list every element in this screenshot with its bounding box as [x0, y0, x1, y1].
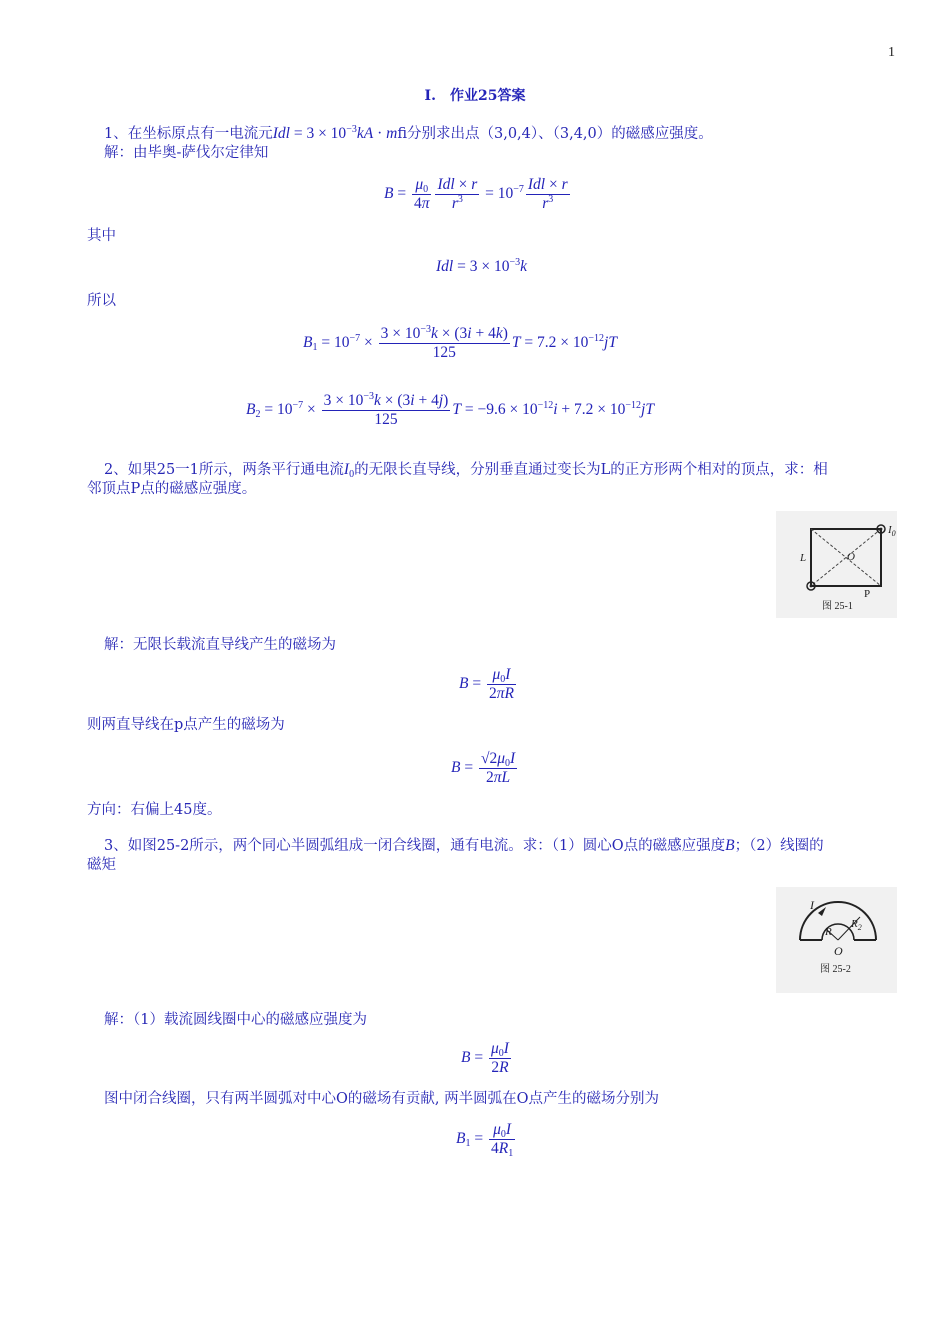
- svg-text:O: O: [847, 551, 855, 563]
- q2-current: $I_0$: [343, 461, 355, 480]
- q2-prefix: 2、如果25一1所示，两条平行通电流: [104, 462, 344, 478]
- q3-b-vector: B: [725, 837, 735, 854]
- q2-statement: [104, 461, 828, 479]
- svg-text:R: R: [825, 926, 832, 938]
- q1-where: 其中: [87, 228, 116, 244]
- eq-point-p: B = $\frac{√2\mu_0I}{2\pi L}$: [451, 750, 516, 786]
- q3-closed-loop: 图中闭合线圈，只有两半圆弧对中心O的磁场有贡献, 两半圆弧在O点产生的磁场分别为: [104, 1091, 659, 1107]
- eq-loop-center: B = $\frac{\mu_0I}{2R}$: [461, 1040, 509, 1076]
- page-number: 1: [888, 45, 895, 60]
- page-title: [0, 85, 950, 105]
- section-number: I.: [424, 88, 436, 104]
- q2-statement-line2: 邻顶点P点的磁感应强度。: [87, 481, 257, 497]
- eq-b1: $B_1 = 10^{-7}$ × $\frac{3 \times 10^{-3}k \times (3i + 4k)}{125}$ $T = 7.2 \times 10^{-12}jT$: [303, 324, 617, 361]
- svg-text:R2: $R_2$: [851, 918, 862, 932]
- title-text: 作业25答案: [449, 88, 526, 104]
- q2-solution-intro: 解：无限长载流直导线产生的磁场为: [104, 637, 336, 653]
- q3-solution-intro: 解：（1）载流圆线圈中心的磁感应强度为: [104, 1012, 367, 1028]
- svg-text:O: O: [834, 944, 843, 958]
- q3-line1-end: ；（2）线圈的: [734, 838, 824, 854]
- svg-text:L: L: [800, 552, 807, 564]
- svg-text:I0: $I_0$: [888, 524, 896, 538]
- q1-so: 所以: [87, 293, 116, 309]
- figure-25-2: [776, 887, 897, 993]
- q2-suffix: 的无限长直导线，分别垂直通过变长为L的正方形两个相对的顶点，求：相: [354, 462, 828, 478]
- q3-statement: [104, 837, 824, 855]
- q2-direction: 方向：右偏上45度。: [87, 802, 222, 818]
- svg-text:图 25-2: 图 25-2: [820, 964, 851, 975]
- figure-25-2-drawing: [776, 887, 897, 993]
- q1-prefix: 1、在坐标原点有一电流元: [104, 126, 273, 142]
- q2-then: 则两直导线在p点产生的磁场为: [87, 717, 285, 733]
- svg-text:图 25-1: 图 25-1: [822, 601, 853, 612]
- q1-solution-intro: 解：由毕奥-萨伐尔定律知: [104, 145, 269, 161]
- q3-statement-line2: 磁矩: [87, 857, 116, 873]
- eq-infinite-wire: B = $\frac{\mu_0I}{2\pi R}$: [459, 666, 514, 702]
- svg-text:P: P: [864, 588, 871, 600]
- q3-line1: 3、如图25-2所示，两个同心半圆弧组成一闭合线圈，通有电流。求：（1）圆心O点的磁感应强度: [104, 838, 726, 854]
- svg-text:I: I: [810, 898, 814, 912]
- figure-25-1: [776, 511, 897, 618]
- eq-current-element: Idl = $3 \times 10^{-3}k$: [436, 257, 527, 275]
- eq-b1-arc: $B_1$ = $\frac{\mu_0I}{4R_1}$: [456, 1121, 514, 1159]
- q1-suffix: fi分别求出点（3,0,4）、（3,4,0）的磁感应强度。: [397, 126, 713, 142]
- q1-current-element: Idl = $3 \times 10^{-3}kA \cdot m$: [272, 124, 398, 142]
- eq-biot-savart: B = $\frac{\mu_0}{4\pi}$ $\frac{\text{Idl × r}}{r^3}$ = $10^{-7}$ $\frac{\text{Idl × r}}{r^3}$: [384, 176, 568, 212]
- figure-25-1-drawing: [776, 511, 897, 618]
- eq-b2: $B_2 = 10^{-7}$ × $\frac{3 \times 10^{-3}k \times (3i + 4j)}{125}$ $T = -9.6 \times 10^{-12}i + 7.2 \times 10^{-12}jT$: [246, 391, 654, 428]
- q1-statement: [104, 125, 713, 143]
